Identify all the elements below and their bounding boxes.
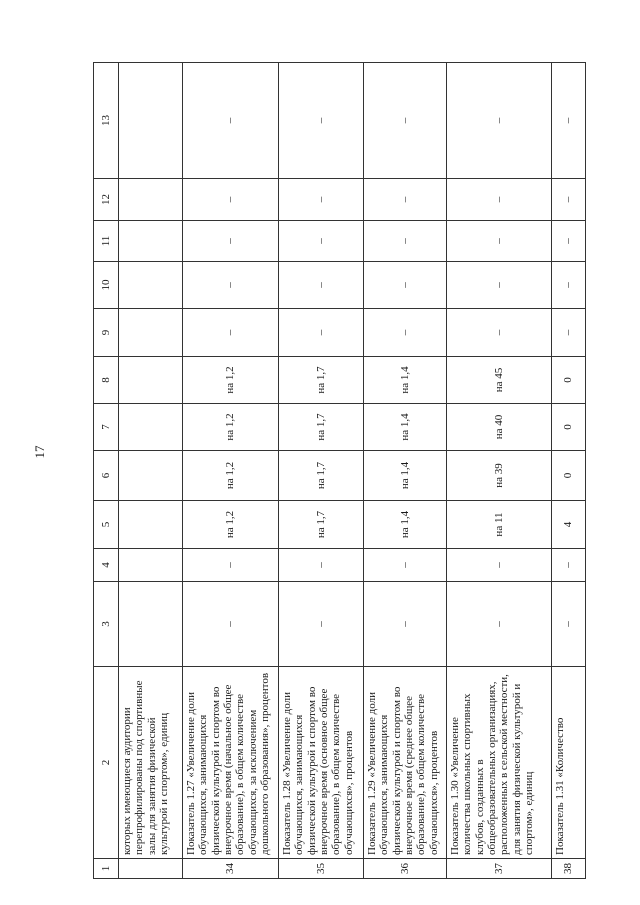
value-cell: –: [364, 63, 447, 179]
indicator-text: Показатель 1.31 «Количество: [552, 667, 586, 859]
value-cell: –: [183, 582, 279, 667]
value-cell: на 1,2: [183, 404, 279, 451]
table-row: [447, 63, 552, 879]
value-cell: [119, 404, 183, 451]
header-cell: 8: [94, 357, 119, 404]
value-cell: –: [447, 549, 552, 582]
value-cell: –: [183, 309, 279, 357]
value-cell: –: [447, 179, 552, 221]
value-cell: на 45: [447, 357, 552, 404]
value-cell: [119, 221, 183, 262]
header-cell: 6: [94, 451, 119, 501]
header-cell: 1: [94, 859, 119, 879]
value-cell: –: [552, 63, 586, 179]
header-cell: 7: [94, 404, 119, 451]
value-cell: 0: [552, 357, 586, 404]
header-cell: 9: [94, 309, 119, 357]
value-cell: на 1,7: [279, 357, 364, 404]
indicator-text: Показатель 1.29 «Увеличение доли обучающихся, занимающихся физической культурой и спортом во внеурочное время (среднее общее образование), в общем количестве обучающихся», процентов: [364, 667, 447, 859]
value-cell: –: [552, 262, 586, 309]
value-cell: на 1,7: [279, 404, 364, 451]
value-cell: –: [447, 221, 552, 262]
value-cell: –: [364, 582, 447, 667]
page-number: 17: [32, 445, 47, 459]
value-cell: –: [364, 549, 447, 582]
value-cell: –: [183, 179, 279, 221]
header-cell: 10: [94, 262, 119, 309]
value-cell: [119, 179, 183, 221]
header-row: [94, 63, 119, 879]
value-cell: на 1,7: [279, 501, 364, 549]
row-number: 34: [183, 859, 279, 879]
value-cell: 0: [552, 404, 586, 451]
header-cell: 11: [94, 221, 119, 262]
value-cell: –: [364, 221, 447, 262]
value-cell: на 1,2: [183, 501, 279, 549]
row-number: [119, 859, 183, 879]
value-cell: на 1,4: [364, 501, 447, 549]
indicator-text: которых имеющиеся аудитории перепрофилированы под спортивные залы для занятия физической культурой и спортом», единиц: [119, 667, 183, 859]
row-number: 37: [447, 859, 552, 879]
value-cell: –: [552, 309, 586, 357]
value-cell: –: [183, 262, 279, 309]
value-cell: 0: [552, 451, 586, 501]
value-cell: –: [279, 549, 364, 582]
table-row: [279, 63, 364, 879]
value-cell: –: [364, 179, 447, 221]
value-cell: 4: [552, 501, 586, 549]
header-cell: 5: [94, 501, 119, 549]
header-cell: 13: [94, 63, 119, 179]
value-cell: –: [552, 549, 586, 582]
value-cell: на 1,4: [364, 357, 447, 404]
table-row: [552, 63, 586, 879]
value-cell: [119, 357, 183, 404]
value-cell: на 1,7: [279, 451, 364, 501]
value-cell: [119, 63, 183, 179]
value-cell: –: [364, 309, 447, 357]
value-cell: на 39: [447, 451, 552, 501]
value-cell: –: [183, 221, 279, 262]
value-cell: –: [447, 262, 552, 309]
value-cell: на 1,4: [364, 451, 447, 501]
row-number: 36: [364, 859, 447, 879]
value-cell: –: [552, 179, 586, 221]
rotated-table-container: [93, 63, 584, 879]
value-cell: на 1,2: [183, 451, 279, 501]
header-cell: 2: [94, 667, 119, 859]
header-cell: 12: [94, 179, 119, 221]
indicators-table: [93, 62, 586, 879]
value-cell: –: [279, 179, 364, 221]
indicator-text: Показатель 1.30 «Увеличение количества школьных спортивных клубов, созданных в общеобразовательных организациях, расположенных в сельской местности, для занятия физической культурой и спортом», единиц: [447, 667, 552, 859]
value-cell: –: [552, 582, 586, 667]
value-cell: –: [447, 309, 552, 357]
header-cell: 3: [94, 582, 119, 667]
table-row: [364, 63, 447, 879]
value-cell: –: [183, 63, 279, 179]
value-cell: –: [279, 582, 364, 667]
value-cell: –: [279, 63, 364, 179]
value-cell: –: [447, 582, 552, 667]
indicator-text: Показатель 1.28 «Увеличение доли обучающихся, занимающихся физической культурой и спортом во внеурочное время (основное общее образование), в общем количестве обучающихся», процентов: [279, 667, 364, 859]
indicator-text: Показатель 1.27 «Увеличение доли обучающихся, занимающихся физической культурой и спортом во внеурочное время (начальное общее образование), в общем количестве обучающихся, за исключением дошкольного образования», процентов: [183, 667, 279, 859]
value-cell: [119, 582, 183, 667]
value-cell: –: [279, 221, 364, 262]
value-cell: на 1,4: [364, 404, 447, 451]
table-row: [119, 63, 183, 879]
value-cell: на 11: [447, 501, 552, 549]
table-row: [183, 63, 279, 879]
value-cell: [119, 309, 183, 357]
value-cell: [119, 549, 183, 582]
value-cell: –: [552, 221, 586, 262]
value-cell: [119, 451, 183, 501]
value-cell: на 40: [447, 404, 552, 451]
value-cell: –: [364, 262, 447, 309]
row-number: 35: [279, 859, 364, 879]
value-cell: –: [279, 262, 364, 309]
value-cell: [119, 501, 183, 549]
value-cell: [119, 262, 183, 309]
value-cell: –: [279, 309, 364, 357]
row-number: 38: [552, 859, 586, 879]
value-cell: на 1,2: [183, 357, 279, 404]
value-cell: –: [183, 549, 279, 582]
header-cell: 4: [94, 549, 119, 582]
value-cell: –: [447, 63, 552, 179]
